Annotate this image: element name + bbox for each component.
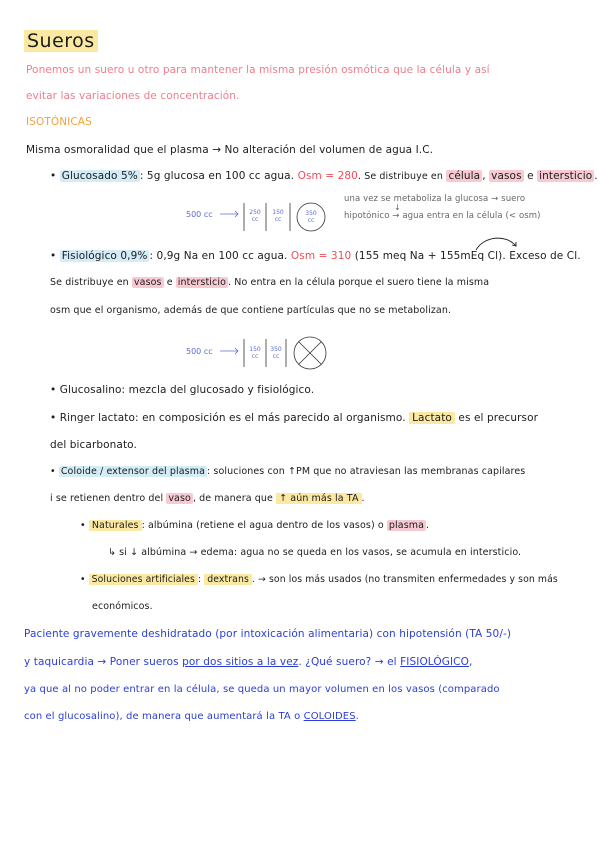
glucosado-line [50,170,598,182]
coloide-text: : soluciones con ↑PM que no atraviesan las membranas capilares [207,466,526,477]
glucosado-celula: célula [448,170,481,182]
conjunction: e [166,277,173,288]
ringer-label: Ringer lactato [59,412,135,424]
bullet-dot: • [50,384,60,396]
fisiologico-diagram [186,334,336,372]
ringer-lactato: Lactato [409,412,455,424]
bullet-dot: • [80,520,89,531]
coloide-line [50,466,525,477]
glucosado-note-1: una vez se metaboliza la glucosa → suero [344,194,526,204]
intro-line-2: evitar las variaciones de concentración. [26,90,240,102]
caso-line-3: ya que al no poder entrar en la célula, se queda un mayor volumen en los vasos (comparado [24,684,500,695]
comma: , [482,170,486,182]
fisiologico-line-2 [50,277,489,288]
caso-fisiologico: FISIOLÓGICO [400,656,469,668]
fisiologico-line-2a: Se distribuye en [50,277,129,288]
glucosado-box-2: 150 cc [272,209,284,223]
coloide-line-2a: i se retienen dentro del [50,493,164,504]
fisiologico-box-2: 350 cc [270,346,282,360]
artificiales-dextrans: dextrans [204,574,252,585]
ringer-line [50,412,538,424]
fisiologico-exceso: . Exceso de Cl. [502,250,581,262]
misma-osmolaridad: Misma osmoralidad que el plasma → No alteración del volumen de agua I.C. [26,144,434,156]
caso-line-2c: . ¿Qué suero? → el [298,656,397,668]
bullet-dot: • [50,466,59,477]
glucosado-note-2: hipotónico → agua entra en la célula (< osm) [344,211,541,221]
period: . [361,493,365,504]
naturales-line [80,520,429,531]
caso-line-2 [24,656,472,668]
artificiales-text-2: . → son los más usados (no transmiten enfermedades y son más [251,574,558,585]
period: . [426,520,430,531]
period: . [355,711,359,722]
caso-coloides: COLOIDES [303,711,356,722]
glucosado-note-arrow: ↓ [394,203,401,212]
caso-line-4 [24,711,359,722]
artificiales-colon: : [197,574,202,585]
fisiologico-label: Fisiológico 0,9% [61,250,148,262]
glucosado-intersticio: intersticio [539,170,593,182]
bullet-dot: • [80,574,89,585]
intro-line-1: Ponemos un suero u otro para mantener la misma presión osmótica que la célula y así [26,64,490,76]
coloide-line-2 [50,493,365,504]
naturales-text: : albúmina (retiene el agua dentro de los vasos) o [141,520,384,531]
fisiologico-line-2b: . No entra en la célula porque el suero tiene la misma [228,277,490,288]
glucosado-diagram [186,200,336,236]
ringer-line-2: del bicarbonato. [50,439,137,451]
glucosado-text: : 5g glucosa en 100 cc agua. [139,170,295,182]
glucosalino-text: Glucosalino: mezcla del glucosado y fisiológico. [59,384,315,396]
conjunction: e [527,170,534,182]
fisiologico-line [50,250,581,262]
caso-line-4a: con el glucosalino), de manera que aumentará la TA o [24,711,301,722]
coloide-label: Coloide / extensor del plasma [60,466,206,477]
fisiologico-line-3: osm que el organismo, además de que contiene partículas que no se metabolizan. [50,305,452,316]
period: . [594,170,598,182]
naturales-sub: ↳ si ↓ albúmina → edema: agua no se queda en los vasos, se acumula en intersticio. [108,547,522,558]
coloide-line-2b: , de manera que [192,493,273,504]
fisiologico-meq: (155 meq Na + 155mEq Cl) [354,250,503,262]
glucosalino-line [50,384,314,396]
glucosado-circle: 350 cc [305,210,317,224]
fisiologico-osm: Osm = 310 [290,250,352,262]
bullet-dot: • [50,170,60,182]
fisiologico-intersticio: intersticio [177,277,227,288]
section-isotonicas: ISOTÓNICAS [26,116,92,128]
bullet-dot: • [50,250,60,262]
glucosado-label: Glucosado 5% [61,170,138,182]
fisiologico-vasos: vasos [133,277,162,288]
naturales-label: Naturales [89,520,142,531]
coloide-aun-mas: ↑ aún más la TA [276,493,361,504]
glucosado-box-1: 250 cc [249,209,261,223]
artificiales-label: Soluciones artificiales [89,574,198,585]
caso-line-2a: y taquicardia → Poner sueros [24,656,179,668]
fisiologico-box-1: 150 cc [249,346,261,360]
artificiales-line [80,574,558,585]
artificiales-line-2: económicos. [92,601,153,612]
fisiologico-diagram-label: 500 cc [186,347,213,356]
glucosado-distrib: . Se distribuye en [357,171,443,182]
glucosado-diagram-label: 500 cc [186,210,213,219]
bullet-dot: • [50,412,60,424]
naturales-plasma: plasma [388,520,425,531]
page-title: Sueros [24,30,98,52]
caso-two-sites: por dos sitios a la vez [182,656,299,668]
glucosado-osm: Osm = 280 [297,170,358,182]
glucosado-vasos: vasos [491,170,522,182]
ringer-text-2: es el precursor [458,412,539,424]
fisiologico-text: : 0,9g Na en 100 cc agua. [149,250,288,262]
ringer-text: : en composición es el más parecido al organismo. [135,412,406,424]
caso-line-1: Paciente gravemente deshidratado (por intoxicación alimentaria) con hipotensión (TA 50/-) [24,628,512,640]
coloide-vaso: vaso [168,493,191,504]
comma: , [468,656,473,668]
